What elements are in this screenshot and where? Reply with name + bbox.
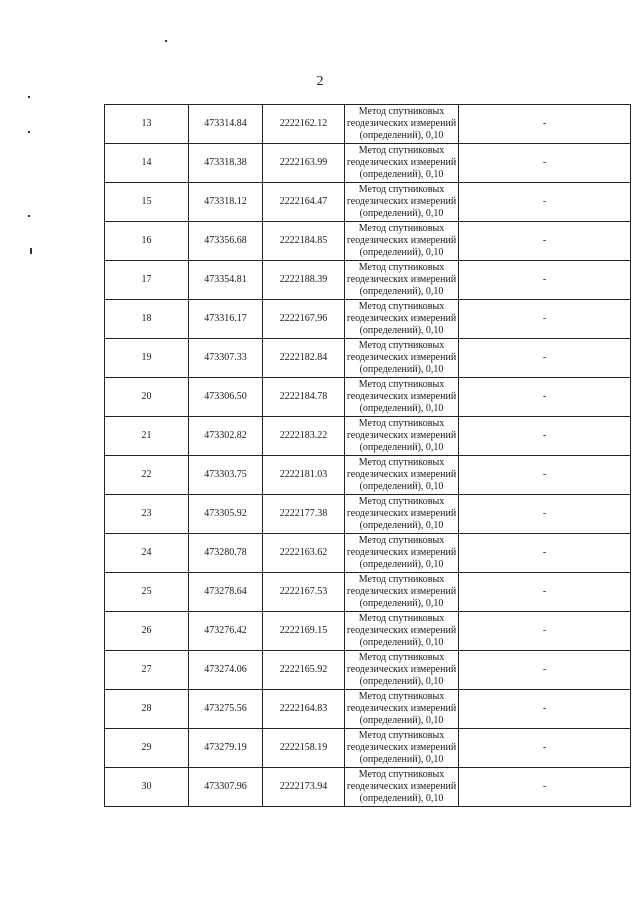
method-line: (определений), 0,10 — [359, 520, 444, 531]
method-line: геодезических измерений — [346, 391, 457, 402]
table-body — [105, 105, 631, 807]
point-number-cell: 28 — [105, 690, 189, 729]
extra-cell — [459, 456, 631, 495]
dash-mark: - — [542, 196, 547, 207]
point-number-cell: 13 — [105, 105, 189, 144]
extra-cell — [459, 573, 631, 612]
method-line: геодезических измерений — [346, 118, 457, 129]
point-number-cell: 30 — [105, 768, 189, 807]
x-coordinate-cell: 473302.82 — [189, 417, 263, 456]
method-line: (определений), 0,10 — [359, 637, 444, 648]
table-row — [105, 183, 631, 222]
table-row — [105, 651, 631, 690]
y-coordinate-cell: 2222182.84 — [263, 339, 345, 378]
method-line: (определений), 0,10 — [359, 403, 444, 414]
method-cell — [345, 729, 459, 768]
table-row — [105, 144, 631, 183]
point-number-cell: 20 — [105, 378, 189, 417]
method-line: Метод спутниковых — [358, 184, 445, 195]
method-cell — [345, 339, 459, 378]
point-number-cell: 16 — [105, 222, 189, 261]
dash-mark: - — [542, 508, 547, 519]
method-line: геодезических измерений — [346, 157, 457, 168]
method-line: Метод спутниковых — [358, 496, 445, 507]
method-line: Метод спутниковых — [358, 691, 445, 702]
method-line: Метод спутниковых — [358, 613, 445, 624]
method-line: геодезических измерений — [346, 508, 457, 519]
method-line: (определений), 0,10 — [359, 793, 444, 804]
y-coordinate-cell: 2222183.22 — [263, 417, 345, 456]
method-cell — [345, 456, 459, 495]
method-cell — [345, 690, 459, 729]
method-cell — [345, 300, 459, 339]
table-row — [105, 612, 631, 651]
dash-mark: - — [542, 313, 547, 324]
method-line: Метод спутниковых — [358, 652, 445, 663]
method-line: Метод спутниковых — [358, 769, 445, 780]
extra-cell — [459, 768, 631, 807]
x-coordinate-cell: 473303.75 — [189, 456, 263, 495]
table-row — [105, 417, 631, 456]
table-row — [105, 456, 631, 495]
table-row — [105, 339, 631, 378]
extra-cell — [459, 417, 631, 456]
method-cell — [345, 105, 459, 144]
y-coordinate-cell: 2222173.94 — [263, 768, 345, 807]
y-coordinate-cell: 2222167.96 — [263, 300, 345, 339]
point-number-cell: 27 — [105, 651, 189, 690]
scan-speck — [28, 96, 30, 98]
extra-cell — [459, 729, 631, 768]
x-coordinate-cell: 473318.38 — [189, 144, 263, 183]
method-line: (определений), 0,10 — [359, 559, 444, 570]
x-coordinate-cell: 473278.64 — [189, 573, 263, 612]
method-cell — [345, 534, 459, 573]
method-line: (определений), 0,10 — [359, 130, 444, 141]
method-line: Метод спутниковых — [358, 457, 445, 468]
x-coordinate-cell: 473316.17 — [189, 300, 263, 339]
extra-cell — [459, 690, 631, 729]
method-line: Метод спутниковых — [358, 418, 445, 429]
extra-cell — [459, 300, 631, 339]
x-coordinate-cell: 473306.50 — [189, 378, 263, 417]
dash-mark: - — [542, 430, 547, 441]
y-coordinate-cell: 2222184.85 — [263, 222, 345, 261]
method-line: геодезических измерений — [346, 625, 457, 636]
method-line: (определений), 0,10 — [359, 364, 444, 375]
x-coordinate-cell: 473305.92 — [189, 495, 263, 534]
method-cell — [345, 651, 459, 690]
method-line: (определений), 0,10 — [359, 286, 444, 297]
point-number-cell: 19 — [105, 339, 189, 378]
extra-cell — [459, 261, 631, 300]
x-coordinate-cell: 473307.96 — [189, 768, 263, 807]
table-row — [105, 300, 631, 339]
method-line: Метод спутниковых — [358, 574, 445, 585]
method-line: геодезических измерений — [346, 781, 457, 792]
x-coordinate-cell: 473279.19 — [189, 729, 263, 768]
y-coordinate-cell: 2222188.39 — [263, 261, 345, 300]
table-row — [105, 768, 631, 807]
method-line: Метод спутниковых — [358, 535, 445, 546]
y-coordinate-cell: 2222163.99 — [263, 144, 345, 183]
x-coordinate-cell: 473280.78 — [189, 534, 263, 573]
extra-cell — [459, 105, 631, 144]
extra-cell — [459, 651, 631, 690]
dash-mark: - — [542, 586, 547, 597]
scan-speck — [165, 40, 167, 42]
method-line: (определений), 0,10 — [359, 715, 444, 726]
extra-cell — [459, 495, 631, 534]
x-coordinate-cell: 473274.06 — [189, 651, 263, 690]
method-cell — [345, 222, 459, 261]
method-line: (определений), 0,10 — [359, 442, 444, 453]
table-row — [105, 573, 631, 612]
table-row — [105, 378, 631, 417]
scan-speck — [28, 215, 30, 217]
method-line: Метод спутниковых — [358, 730, 445, 741]
x-coordinate-cell: 473307.33 — [189, 339, 263, 378]
method-cell — [345, 183, 459, 222]
dash-mark: - — [542, 625, 547, 636]
y-coordinate-cell: 2222162.12 — [263, 105, 345, 144]
y-coordinate-cell: 2222169.15 — [263, 612, 345, 651]
method-line: (определений), 0,10 — [359, 247, 444, 258]
dash-mark: - — [542, 352, 547, 363]
method-line: геодезических измерений — [346, 274, 457, 285]
y-coordinate-cell: 2222167.53 — [263, 573, 345, 612]
method-line: Метод спутниковых — [358, 301, 445, 312]
method-cell — [345, 378, 459, 417]
scan-speck — [30, 248, 32, 254]
point-number-cell: 26 — [105, 612, 189, 651]
extra-cell — [459, 222, 631, 261]
point-number-cell: 29 — [105, 729, 189, 768]
method-line: (определений), 0,10 — [359, 598, 444, 609]
method-cell — [345, 495, 459, 534]
method-cell — [345, 768, 459, 807]
point-number-cell: 21 — [105, 417, 189, 456]
method-line: Метод спутниковых — [358, 106, 445, 117]
method-line: (определений), 0,10 — [359, 481, 444, 492]
method-line: (определений), 0,10 — [359, 169, 444, 180]
point-number-cell: 18 — [105, 300, 189, 339]
y-coordinate-cell: 2222164.47 — [263, 183, 345, 222]
dash-mark: - — [542, 391, 547, 402]
y-coordinate-cell: 2222165.92 — [263, 651, 345, 690]
point-number-cell: 23 — [105, 495, 189, 534]
method-cell — [345, 261, 459, 300]
method-line: (определений), 0,10 — [359, 325, 444, 336]
x-coordinate-cell: 473356.68 — [189, 222, 263, 261]
x-coordinate-cell: 473318.12 — [189, 183, 263, 222]
method-line: геодезических измерений — [346, 703, 457, 714]
dash-mark: - — [542, 469, 547, 480]
method-line: геодезических измерений — [346, 196, 457, 207]
table-row — [105, 261, 631, 300]
table-row — [105, 690, 631, 729]
x-coordinate-cell: 473314.84 — [189, 105, 263, 144]
extra-cell — [459, 144, 631, 183]
extra-cell — [459, 183, 631, 222]
dash-mark: - — [542, 664, 547, 675]
method-line: геодезических измерений — [346, 469, 457, 480]
x-coordinate-cell: 473354.81 — [189, 261, 263, 300]
point-number-cell: 14 — [105, 144, 189, 183]
extra-cell — [459, 534, 631, 573]
method-cell — [345, 144, 459, 183]
method-cell — [345, 612, 459, 651]
method-line: Метод спутниковых — [358, 262, 445, 273]
dash-mark: - — [542, 742, 547, 753]
method-line: геодезических измерений — [346, 352, 457, 363]
method-line: Метод спутниковых — [358, 340, 445, 351]
y-coordinate-cell: 2222163.62 — [263, 534, 345, 573]
dash-mark: - — [542, 274, 547, 285]
method-line: геодезических измерений — [346, 547, 457, 558]
point-number-cell: 17 — [105, 261, 189, 300]
table-row — [105, 495, 631, 534]
y-coordinate-cell: 2222184.78 — [263, 378, 345, 417]
method-line: геодезических измерений — [346, 586, 457, 597]
method-line: геодезических измерений — [346, 742, 457, 753]
method-line: геодезических измерений — [346, 430, 457, 441]
x-coordinate-cell: 473275.56 — [189, 690, 263, 729]
method-line: Метод спутниковых — [358, 379, 445, 390]
y-coordinate-cell: 2222177.38 — [263, 495, 345, 534]
method-line: Метод спутниковых — [358, 145, 445, 156]
scan-speck — [28, 131, 30, 133]
table-row — [105, 729, 631, 768]
page-number: 2 — [316, 74, 324, 89]
method-line: Метод спутниковых — [358, 223, 445, 234]
point-number-cell: 25 — [105, 573, 189, 612]
dash-mark: - — [542, 781, 547, 792]
extra-cell — [459, 339, 631, 378]
dash-mark: - — [542, 703, 547, 714]
dash-mark: - — [542, 157, 547, 168]
method-line: геодезических измерений — [346, 664, 457, 675]
y-coordinate-cell: 2222181.03 — [263, 456, 345, 495]
table-row — [105, 222, 631, 261]
method-line: (определений), 0,10 — [359, 676, 444, 687]
dash-mark: - — [542, 118, 547, 129]
x-coordinate-cell: 473276.42 — [189, 612, 263, 651]
method-cell — [345, 573, 459, 612]
point-number-cell: 24 — [105, 534, 189, 573]
method-line: геодезических измерений — [346, 235, 457, 246]
extra-cell — [459, 612, 631, 651]
extra-cell — [459, 378, 631, 417]
table-row — [105, 105, 631, 144]
method-line: геодезических измерений — [346, 313, 457, 324]
method-cell — [345, 417, 459, 456]
dash-mark: - — [542, 235, 547, 246]
y-coordinate-cell: 2222164.83 — [263, 690, 345, 729]
method-line: (определений), 0,10 — [359, 208, 444, 219]
method-line: (определений), 0,10 — [359, 754, 444, 765]
table-row — [105, 534, 631, 573]
dash-mark: - — [542, 547, 547, 558]
coordinates-table — [104, 104, 631, 807]
y-coordinate-cell: 2222158.19 — [263, 729, 345, 768]
point-number-cell: 22 — [105, 456, 189, 495]
point-number-cell: 15 — [105, 183, 189, 222]
